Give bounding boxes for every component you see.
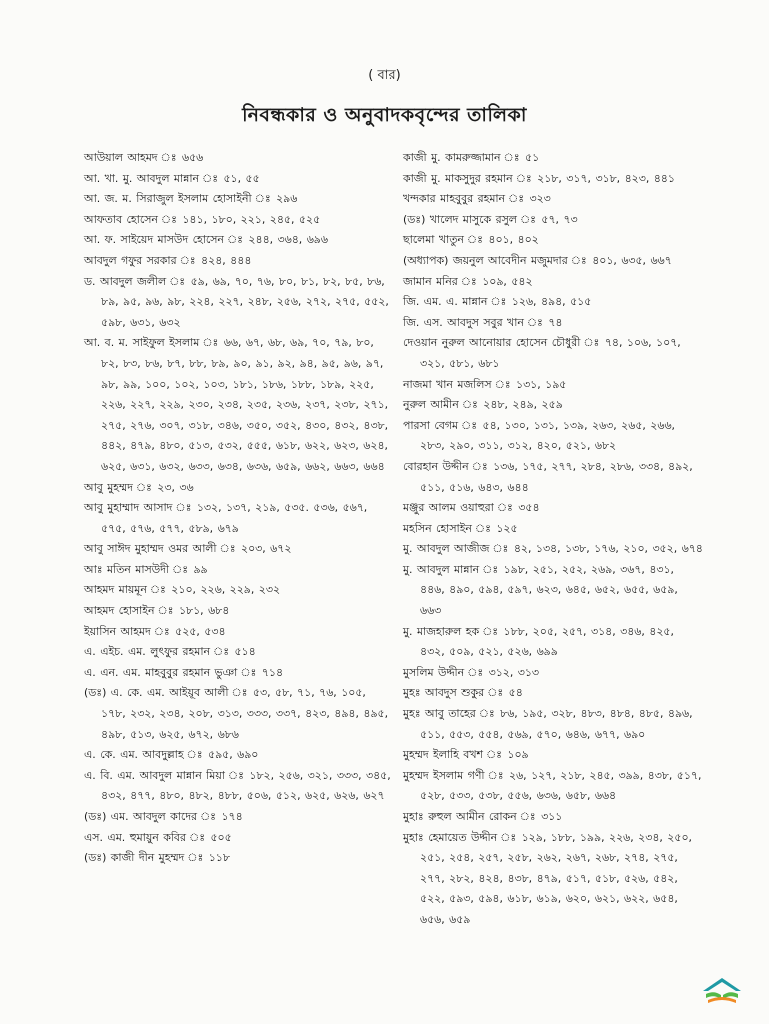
list-item: (অধ্যাপক) জয়নুল আবেদীন মজুমদার ঃ ৪০১, ৬৩৫, ৬৬৭ [403, 253, 672, 267]
list-item: আঃ মতিন মাসউদী ঃ ৯৯ [84, 562, 208, 576]
list-item: আ. ফ. সাইয়েদ মাসউদ হোসেন ঃ ২৪৪, ৩৬৪, ৬৯৬ [84, 233, 328, 247]
list-item: ড. আবদুল জলীল ঃ ৫৯, ৬৯, ৭০, ৭৬, ৮০, ৮১, ৮২, ৮৫, ৮৬, ৮৯, ৯৫, ৯৬, ৯৮, ২২৪, ২২৭, ২৪৮, ২৫৬, ২৭২, ২৭৫, ৫৫২, ৫৯৮, ৬৩১, ৬৩২ [84, 274, 389, 329]
list-item: আবু মুহম্মদ ঃ ২৩, ৩৬ [84, 480, 194, 494]
list-item: ছালেমা খাতুন ঃ ৪০১, ৪০২ [403, 233, 539, 247]
list-item: আফতাব হোসেন ঃ ১৪১, ১৮০, ২২১, ২৪৫, ৫২৫ [84, 212, 321, 226]
list-item: খন্দকার মাহবুবুর রহমান ঃ ৩২৩ [403, 192, 551, 206]
list-item: আবদুল গফুর সরকার ঃ ৪২৪, ৪৪৪ [84, 253, 252, 267]
list-item: এ. বি. এম. আবদুল মান্নান মিয়া ঃ ১৮২, ২৫৬, ৩২১, ৩৩৩, ৩৪৫, ৪৩২, ৪৭৭, ৪৮০, ৪৮২, ৪৮৮, ৫০৬, ৫১২, ৬২৫, ৬২৬, ৬২৭ [84, 768, 391, 803]
list-item: কাজী মু. মাকসুদুর রহমান ঃ ২১৮, ৩১৭, ৩১৮, ৪২৩, ৪৪১ [403, 171, 675, 185]
list-item: আহমদ হোসাইন ঃ ১৮১, ৬৮৪ [84, 604, 230, 618]
list-item: মুহঃ আবদুস শুকুর ঃ ৫৪ [403, 686, 523, 700]
page-title: নিবন্ধকার ও অনুবাদকবৃন্দের তালিকা [242, 104, 527, 126]
list-item: মুহাঃ হেমায়েত উদ্দীন ঃ ১২৯, ১৮৮, ১৯৯, ২২৬, ২৩৪, ২৫০, ২৫১, ২৫৪, ২৫৭, ২৫৮, ২৬২, ২৬৭, ২৬৮, ২৭৪, ২৭৫, ২৭৭, ২৮২, ৪২৪, ৪৩৮, ৪৭৯, ৫১৭, ৫১৮, ৫২৬, ৫৪২, ৫২২, ৫৯৩, ৫৯৪, ৬১৮, ৬১৯, ৬২০, ৬২১, ৬২২, ৬৫৪, ৬৫৬, ৬৫৯ [403, 830, 693, 926]
list-item: এ. এন. এম. মাহবুবুর রহমান ভুঞা ঃ ৭১৪ [84, 665, 284, 679]
list-item: আ. খা. মু. আবদুল মান্নান ঃ ৫১, ৫৫ [84, 171, 260, 185]
list-item: আ. জ. ম. সিরাজুল ইসলাম হোসাইনী ঃ ২৯৬ [84, 192, 298, 206]
list-item: এস. এম. হুমায়ুন কবির ঃ ৫০৫ [84, 830, 232, 844]
list-item: নাজমা খান মজলিস ঃ ১৩১, ১৯৫ [403, 377, 567, 391]
logo-roof-shape [703, 978, 741, 991]
list-item: জি. এস. আবদুস সবুর খান ঃ ৭৪ [403, 315, 563, 329]
publisher-logo-icon [700, 976, 744, 1006]
list-item: মুহম্মদ ইসলাম গণী ঃ ২৬, ১২৭, ২১৮, ২৪৫, ৩৯৯, ৪৩৮, ৫১৭, ৫২৮, ৫৩৩, ৫৩৮, ৫৫৬, ৬৩৬, ৬৫৮, ৬৬৪ [403, 768, 702, 803]
list-item: এ. কে. এম. আবদুল্লাহ ঃ ৫৯৫, ৬৯০ [84, 748, 259, 762]
list-item: মুহঃ আবু তাহের ঃ ৮৬, ১৯৫, ৩২৮, ৪৮৩, ৪৮৪, ৪৮৫, ৪৯৬, ৫১১, ৫৫৩, ৫৫৪, ৫৬৯, ৫৭০, ৬৪৬, ৬৭৭, ৬৯০ [403, 707, 693, 741]
list-item: মহসিন হোসাইন ঃ ১২৫ [403, 521, 518, 535]
list-item: বোরহান উদ্দীন ঃ ১৩৬, ১৭৫, ২৭৭, ২৮৪, ২৮৬, ৩৩৪, ৪৯২, ৫১১, ৫১৬, ৬৪৩, ৬৪৪ [403, 459, 693, 494]
list-item: পারসা বেগম ঃ ৫৪, ১৩০, ১৩১, ১৩৯, ২৬৩, ২৬৫, ২৬৬, ২৮৩, ২৯০, ৩১১, ৩১২, ৪২০, ৫২১, ৬৮২ [403, 418, 676, 453]
list-item: মু. আবদুল মান্নান ঃ ১৯৮, ২৫১, ২৫২, ২৬৯, ৩৬৭, ৪৩১, ৪৪৬, ৪৯০, ৫৯৪, ৫৯৭, ৬২৩, ৬৪৫, ৬৫২, ৬৫৫, ৬৫৯, ৬৬৩ [403, 562, 678, 618]
list-item: আবু সাঈদ মুহাম্মদ ওমর আলী ঃ ২০৩, ৬৭২ [84, 542, 292, 556]
list-item: জামান মনির ঃ ১০৯, ৫৪২ [403, 274, 533, 288]
list-item: (ডঃ) খালেদ মাসুকে রসুল ঃ ৫৭, ৭৩ [403, 212, 578, 226]
list-item: আহমদ মায়মূন ঃ ২১০, ২২৬, ২২৯, ২৩২ [84, 583, 281, 597]
list-item: মু. আবদুল আজীজ ঃ ৪২, ১৩৪, ১৩৮, ১৭৬, ২১০, ৩৫২, ৬৭৪ [403, 542, 703, 556]
logo-base-shape [708, 997, 736, 1003]
list-item: মুসলিম উদ্দীন ঃ ৩১২, ৩১৩ [403, 665, 540, 679]
list-item: আউয়াল আহমদ ঃ ৬৫৬ [84, 151, 204, 164]
list-item: মঞ্জুর আলম ওয়াহুরা ঃ ৩৫৪ [403, 501, 540, 515]
list-item: কাজী মু. কামরুজ্জামান ঃ ৫১ [403, 151, 540, 164]
list-item: মু. মাজহারুল হক ঃ ১৮৮, ২০৫, ২৫৭, ৩১৪, ৩৪৬, ৪২৫, ৪৩২, ৫০৯, ৫২১, ৫২৬, ৬৯৯ [403, 624, 674, 659]
list-item: (ডঃ) এ. কে. এম. আইয়ূব আলী ঃ ৫৩, ৫৮, ৭১, ৭৬, ১০৫, ১৭৮, ২৩২, ২৩৪, ২০৮, ৩১৩, ৩৩৩, ৩৩৭, ৪২৩, ৪৯৪, ৪৯৫, ৪৯৮, ৫১৩, ৬২৫, ৬৭২, ৬৮৬ [84, 686, 389, 741]
left-column [84, 148, 392, 869]
list-item: এ. এইচ. এম. লুৎফুর রহমান ঃ ৫১৪ [84, 645, 256, 659]
list-item: মুহাঃ রুহুল আমীন রোকন ঃ ৩১১ [403, 810, 563, 823]
list-item: নুরুল আমীন ঃ ২৪৮, ২৪৯, ২৫৯ [403, 398, 563, 412]
page-number: ( বার) [368, 68, 401, 83]
list-item: আবু মুহাম্মাদ আসাদ ঃ ১৩২, ১৩৭, ২১৯, ৫৩৫. ৫৩৬, ৫৬৭, ৫৭৫, ৫৭৬, ৫৭৭, ৫৮৯, ৬৭৯ [84, 501, 368, 535]
list-item: আ. ব. ম. সাইফুল ইসলাম ঃ ৬৬, ৬৭, ৬৮, ৬৯, ৭০, ৭৯, ৮০, ৮২, ৮৩, ৮৬, ৮৭, ৮৮, ৮৯, ৯০, ৯১, ৯২, ৯৪, ৯৫, ৯৬, ৯৭, ৯৮, ৯৯, ১০০, ১০২, ১০৩, ১৮১, ১৮৬, ১৮৮, ১৮৯, ২২৫, ২২৬, ২২৭, ২২৯, ২৩০, ২৩৪, ২৩৫, ২৩৬, ২৩৭, ২৩৮, ২৭১, ২৭৫, ২৭৬, ৩০৭, ৩১৮, ৩৪৬, ৩৫০, ৩৫২, ৪৩০, ৪৩২, ৪৩৮, ৪৪২, ৪৭৯, ৪৮০, ৫১৩, ৫৩২, ৫৫৫, ৬১৮, ৬২২, ৬২৩, ৬২৪, ৬২৫, ৬৩১, ৬৩২, ৬৩৩, ৬৩৪, ৬৩৬, ৬৫৯, ৬৬২, ৬৬৩, ৬৬৪ [84, 336, 389, 473]
list-item: দেওয়ান নুরুল আনোয়ার হোসেন চৌধুরী ঃ ৭৪, ১০৬, ১০৭, ৩২১, ৫৮১, ৬৮১ [403, 336, 681, 370]
list-item: মুহম্মদ ইলাহি বখশ ঃ ১০৯ [403, 748, 529, 762]
list-item: ইয়াসিন আহমদ ঃ ৫২৫, ৫৩৪ [84, 624, 226, 638]
list-item: জি. এম. এ. মান্নান ঃ ১২৬, ৪৯৪, ৫১৫ [403, 295, 592, 309]
list-item: (ডঃ) এম. আবদুল কাদের ঃ ১৭৪ [84, 810, 243, 823]
list-item: (ডঃ) কাজী দীন মুহম্মদ ঃ ১১৮ [84, 851, 230, 865]
right-column [403, 148, 703, 931]
